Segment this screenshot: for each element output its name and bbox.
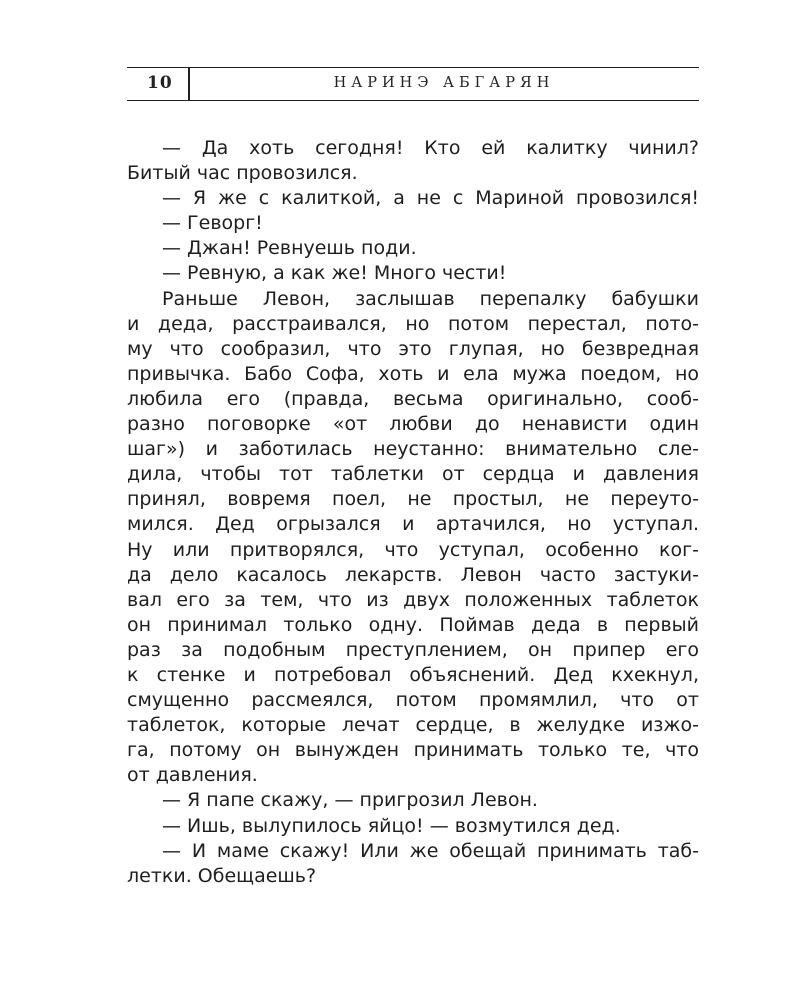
text-line: — Я папе скажу, — пригрозил Левон. [162,789,538,812]
text-line: да дело касалось лекарств. Левон часто застуки- [127,563,699,586]
text-line: Битый час провозился. [127,162,358,185]
text-line: му что сообразил, что это глупая, но безвредная [127,337,699,360]
text-line: Ну или притворялся, что уступал, особенно ког- [127,538,699,561]
text-line: смущенно рассмеялся, потом промямлил, что от [127,689,699,712]
text-line: мился. Дед огрызался и артачился, но уступал. [127,513,699,536]
running-header [127,67,699,101]
text-line: — Геворг! [162,212,263,235]
running-title: НАРИНЭ АБГАРЯН [333,75,555,91]
body-text [127,136,699,889]
text-line: — Я же с калиткой, а не с Мариной провозился! [162,187,699,210]
text-line: принял, вовремя поел, не простыл, не переуто- [127,488,699,511]
text-line: — Ишь, вылупилось яйцо! — возмутился дед. [162,814,621,837]
text-line: — Ревную, а как же! Много чести! [162,262,507,285]
page-number: 10 [147,73,173,93]
text-line: к стенке и потребовал объяснений. Дед кхекнул, [127,663,699,686]
text-line: раз за подобным преступлением, он припер его [127,638,699,661]
text-line: от давления. [127,764,258,787]
text-line: — Да хоть сегодня! Кто ей калитку чинил? [162,137,699,159]
text-line: — И маме скажу! Или же обещай принимать таб- [162,839,699,862]
text-line: и деда, расстраивался, но потом перестал, пото- [127,312,699,335]
text-line: разно поговорке «от любви до ненависти один [127,413,699,436]
text-line: дила, чтобы тот таблетки от сердца и давления [127,463,699,486]
text-line: га, потому он вынужден принимать только те, что [127,739,699,762]
text-line: таблеток, которые лечат сердце, в желудке изжо- [127,714,699,737]
text-line: вал его за тем, что из двух положенных таблеток [127,588,699,611]
text-line: летки. Обещаешь? [127,864,317,887]
text-line: он принимал только одну. Поймав деда в первый [127,613,699,636]
text-line: шаг») и заботилась неустанно: внимательно сле- [127,438,699,461]
text-line: любила его (правда, весьма оригинально, сооб- [127,387,699,410]
text-line: — Джан! Ревнуешь поди. [162,237,417,260]
text-line: привычка. Бабо Софа, хоть и ела мужа поедом, но [127,362,699,385]
text-line: Раньше Левон, заслышав перепалку бабушки [162,287,699,310]
